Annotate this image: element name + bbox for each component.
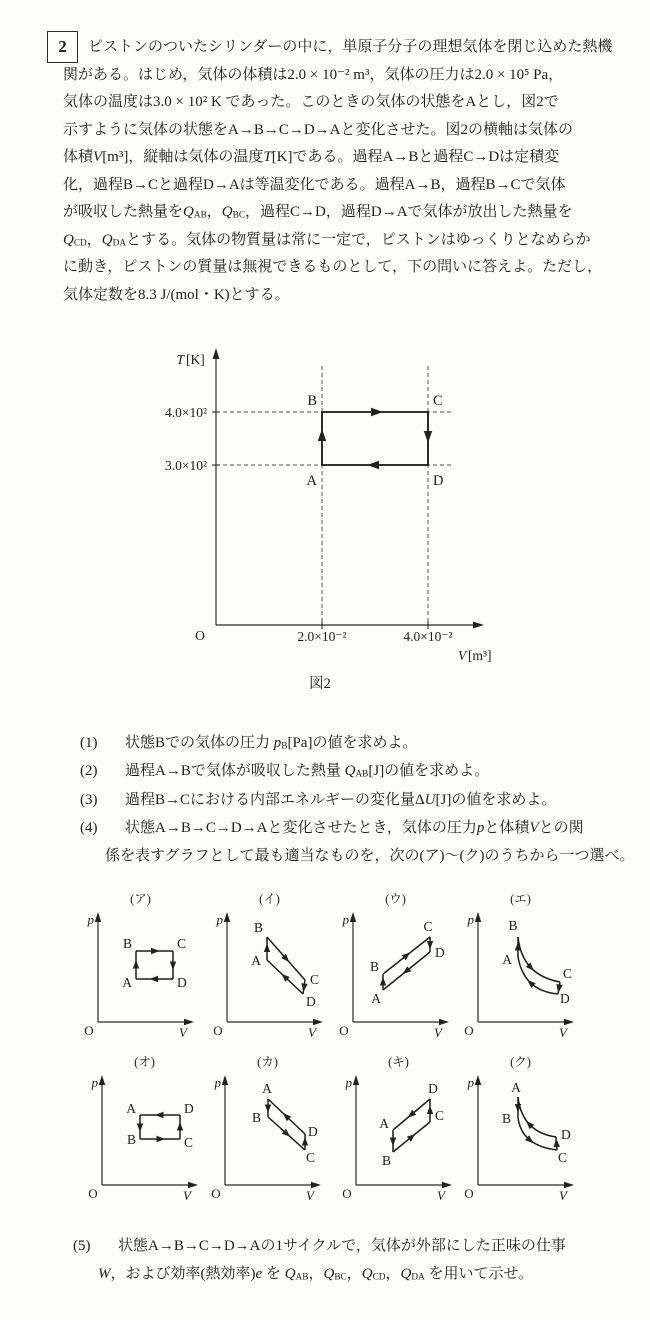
pv-vertex-label-B: B xyxy=(251,1110,261,1125)
pv-vertex-label-B: B xyxy=(381,1153,391,1168)
question-1-number: (1) xyxy=(80,735,98,751)
pv-vertex-label-B: B xyxy=(122,936,132,951)
pv-x-axis-label: V xyxy=(434,1025,442,1040)
pv-vertex-label-A: A xyxy=(379,1116,389,1131)
pv-x-axis-label: V xyxy=(559,1188,567,1203)
pv-option-ki-label: (キ) xyxy=(388,1055,409,1069)
fig2-x-axis-var: V xyxy=(458,648,467,663)
pv-option-u-label: (ウ) xyxy=(385,892,406,906)
pv-y-axis-arrow-icon xyxy=(99,1075,105,1085)
fig2-x-tick-2: 2.0×10⁻² xyxy=(297,629,347,644)
problem-line: 気体定数を8.3 J/(mol・K)とする。 xyxy=(63,286,290,303)
pv-vertex-label-A: A xyxy=(262,1081,272,1096)
fig2-y-tick-400: 4.0×10² xyxy=(164,405,207,420)
fig2-origin: O xyxy=(195,628,205,643)
pv-vertex-label-B: B xyxy=(501,1111,511,1126)
question-4-text2: 係を表すグラフとして最も適当なものを，次の(ア)～(ク)のうちから一つ選べ。 xyxy=(105,848,635,864)
problem-line: 気体の温度は3.0 × 10² K であった。このときの気体の状態をAとし，図2で xyxy=(63,94,559,110)
problem-line: ピストンのついたシリンダーの中に，単原子分子の理想気体を閉じ込めた熱機 xyxy=(88,39,613,55)
question-5-line2 xyxy=(98,1264,533,1284)
question-2-number: (2) xyxy=(80,763,98,779)
pv-x-axis-label: V xyxy=(179,1025,187,1040)
problem-line: 体積V[m³]，縦軸は気体の温度T[K]である。過程A→Bと過程C→Dは定積変 xyxy=(63,149,560,165)
pv-y-axis-arrow-icon xyxy=(350,912,356,922)
cycle-arrow-icon xyxy=(170,962,176,971)
question-4-line2 xyxy=(105,846,635,866)
cycle-arrow-icon xyxy=(137,1124,143,1133)
pv-vertex-label-C: C xyxy=(177,936,187,951)
problem-line: に動き，ピストンの質量は無視できるものとして，下の問いに答えよ。ただし， xyxy=(63,259,603,275)
pv-vertex-label-B: B xyxy=(508,918,518,933)
pv-vertex-label-D: D xyxy=(308,1124,318,1139)
pv-vertex-label-C: C xyxy=(435,1108,445,1123)
pv-vertex-label-C: C xyxy=(423,919,433,934)
question-5 xyxy=(73,1236,566,1256)
pv-x-axis-label: V xyxy=(437,1188,445,1203)
cycle-path xyxy=(322,412,428,465)
edge-D-A xyxy=(518,1097,556,1137)
pv-y-axis-label: p xyxy=(467,912,474,927)
pv-option-e-label: (エ) xyxy=(510,892,531,906)
question-1-text: 状態Bでの気体の圧力 $p_B[Pa]$の値を求めよ。 xyxy=(125,735,418,752)
question-2 xyxy=(80,761,489,781)
fig2-vertex-A: A xyxy=(306,473,317,489)
problem-line: 化，過程B→Cと過程D→Aは等温変化である。過程A→B，過程B→Cで気体 xyxy=(63,176,566,193)
pv-vertex-label-C: C xyxy=(558,1150,568,1165)
pv-option-u xyxy=(333,892,458,1042)
cycle-arrow-icon xyxy=(265,1105,271,1114)
problem-statement xyxy=(63,34,623,309)
pv-origin-label: O xyxy=(339,1023,349,1038)
pv-vertex-label-C: C xyxy=(306,1150,316,1165)
question-4 xyxy=(80,818,584,838)
arrow-A-to-B-icon xyxy=(318,429,326,441)
arrow-D-to-A-icon xyxy=(367,461,379,469)
arrow-B-to-C-icon xyxy=(371,408,383,416)
pv-y-axis-arrow-icon xyxy=(475,1075,481,1085)
pv-vertex-label-A: A xyxy=(511,1080,521,1095)
y-axis-arrow-icon xyxy=(213,348,220,359)
pv-x-axis-label: V xyxy=(183,1188,191,1203)
question-5-text2: W，および効率(熱効率)e を $Q_{AB}$，$Q_{BC}$，$Q_{CD}$，$Q_{DA}$ を用いて示せ。 xyxy=(98,1266,534,1283)
arrow-C-to-D-icon xyxy=(424,431,432,443)
pv-vertex-label-D: D xyxy=(561,1127,571,1142)
pv-y-axis-arrow-icon xyxy=(475,912,481,922)
x-axis-arrow-icon xyxy=(473,622,484,629)
pv-vertex-label-A: A xyxy=(251,953,261,968)
pv-option-ku xyxy=(458,1055,583,1205)
fig2-y-tick-300: 3.0×10² xyxy=(164,458,207,473)
cycle-arrow-icon xyxy=(301,983,307,992)
pv-y-axis-label: p xyxy=(467,1075,474,1090)
cycle-arrow-icon xyxy=(390,1138,396,1147)
problem-number: 2 xyxy=(58,37,67,56)
pv-y-axis-label: p xyxy=(87,912,94,927)
pv-y-axis-arrow-icon xyxy=(353,1075,359,1085)
pv-vertex-label-A: A xyxy=(371,991,381,1006)
question-1 xyxy=(80,733,417,753)
pv-origin-label: O xyxy=(84,1023,94,1038)
pv-y-axis-arrow-icon xyxy=(224,912,230,922)
pv-vertex-label-C: C xyxy=(310,972,320,987)
problem-line: 示すように気体の状態をA→B→C→D→Aと変化させた。図2の横軸は気体の xyxy=(63,121,574,138)
cycle-arrow-icon xyxy=(151,948,160,954)
question-5-number: (5) xyxy=(73,1238,91,1254)
pv-option-i-label: (イ) xyxy=(259,892,280,906)
fig2-vertex-D: D xyxy=(433,473,444,489)
pv-origin-label: O xyxy=(88,1186,98,1201)
pv-y-axis-arrow-icon xyxy=(222,1075,228,1085)
pv-x-axis-label: V xyxy=(308,1025,316,1040)
cycle-arrow-icon xyxy=(150,976,159,982)
fig2-y-axis-var: T xyxy=(176,352,184,367)
pv-vertex-label-B: B xyxy=(253,920,263,935)
pv-x-axis-label: V xyxy=(306,1188,314,1203)
pv-vertex-label-C: C xyxy=(184,1135,194,1150)
pv-vertex-label-A: A xyxy=(122,975,132,990)
fig2-x-tick-4: 4.0×10⁻² xyxy=(403,629,453,644)
edge-D-A xyxy=(518,957,558,994)
pv-origin-label: O xyxy=(464,1186,474,1201)
pv-vertex-label-D: D xyxy=(435,945,445,960)
pv-y-axis-label: p xyxy=(345,1075,352,1090)
cycle-arrow-icon xyxy=(177,1122,183,1131)
fig2-caption: 図2 xyxy=(309,676,331,692)
fig2-y-axis-unit: [K] xyxy=(186,352,205,367)
pv-origin-label: O xyxy=(211,1186,221,1201)
question-3-text: 過程B→Cにおける内部エネルギーの変化量ΔU[J]の値を求めよ。 xyxy=(125,792,557,808)
question-3-number: (3) xyxy=(80,792,98,808)
pv-vertex-label-C: C xyxy=(563,966,573,981)
question-2-text: 過程A→Bで気体が吸収した熱量 $Q_{AB}[J]$の値を求めよ。 xyxy=(125,763,490,780)
pv-option-ka-label: (カ) xyxy=(257,1055,278,1069)
pv-vertex-label-A: A xyxy=(502,952,512,967)
pv-y-axis-label: p xyxy=(214,1075,221,1090)
fig2-vertex-C: C xyxy=(433,393,443,409)
pv-vertex-label-D: D xyxy=(428,1081,438,1096)
pv-option-o-label: (オ) xyxy=(134,1055,155,1069)
pv-option-a xyxy=(78,892,203,1042)
pv-vertex-label-D: D xyxy=(306,994,316,1009)
fig2-vertex-B: B xyxy=(307,393,317,409)
question-4-text: 状態A→B→C→D→Aと変化させたとき，気体の圧力pと体積Vとの関 xyxy=(125,820,584,836)
question-5-text: 状態A→B→C→D→Aの1サイクルで，気体が外部にした正味の仕事 xyxy=(118,1238,566,1254)
problem-line: $Q_{CD}$，$Q_{DA}$とする。気体の物質量は常に一定で，ピストンはゆっくりとなめらか xyxy=(63,231,591,249)
question-3 xyxy=(80,790,556,810)
pv-vertex-label-D: D xyxy=(184,1101,194,1116)
pv-origin-label: O xyxy=(213,1023,223,1038)
pv-origin-label: O xyxy=(342,1186,352,1201)
pv-origin-label: O xyxy=(464,1023,474,1038)
pv-y-axis-label: p xyxy=(216,912,223,927)
pv-y-axis-label: p xyxy=(91,1075,98,1090)
question-4-number: (4) xyxy=(80,820,98,836)
pv-y-axis-label: p xyxy=(342,912,349,927)
pv-option-i xyxy=(207,892,332,1042)
cycle-arrow-icon xyxy=(427,941,433,950)
pv-vertex-label-B: B xyxy=(126,1132,136,1147)
cycle-arrow-icon xyxy=(427,1106,433,1115)
cycle-arrow-icon xyxy=(264,944,270,953)
pv-option-e xyxy=(458,892,583,1042)
pv-vertex-label-B: B xyxy=(369,959,379,974)
cycle-arrow-icon xyxy=(133,960,139,969)
figure2-tv-diagram xyxy=(120,344,540,704)
pv-option-ku-label: (ク) xyxy=(510,1055,531,1069)
pv-y-axis-arrow-icon xyxy=(95,912,101,922)
pv-vertex-label-D: D xyxy=(560,991,570,1006)
problem-line: が吸収した熱量を$Q_{AB}$，$Q_{BC}$，過程C→D，過程D→Aで気体が放出した熱量を xyxy=(63,204,573,221)
edge-B-C xyxy=(518,1118,557,1150)
pv-option-o xyxy=(82,1055,207,1205)
problem-line: 関がある。はじめ，気体の体積は2.0 × 10⁻² m³，気体の圧力は2.0 × 10⁵ Pa， xyxy=(63,66,564,83)
cycle-arrow-icon xyxy=(157,1136,166,1142)
pv-vertex-label-A: A xyxy=(126,1101,136,1116)
pv-option-ka xyxy=(205,1055,330,1205)
pv-option-ki xyxy=(336,1055,461,1205)
pv-x-axis-label: V xyxy=(559,1025,567,1040)
pv-option-a-label: (ア) xyxy=(130,892,151,906)
cycle-arrow-icon xyxy=(380,977,386,986)
fig2-x-axis-unit: [m³] xyxy=(468,648,492,663)
cycle-arrow-icon xyxy=(155,1112,164,1118)
pv-vertex-label-D: D xyxy=(177,975,187,990)
